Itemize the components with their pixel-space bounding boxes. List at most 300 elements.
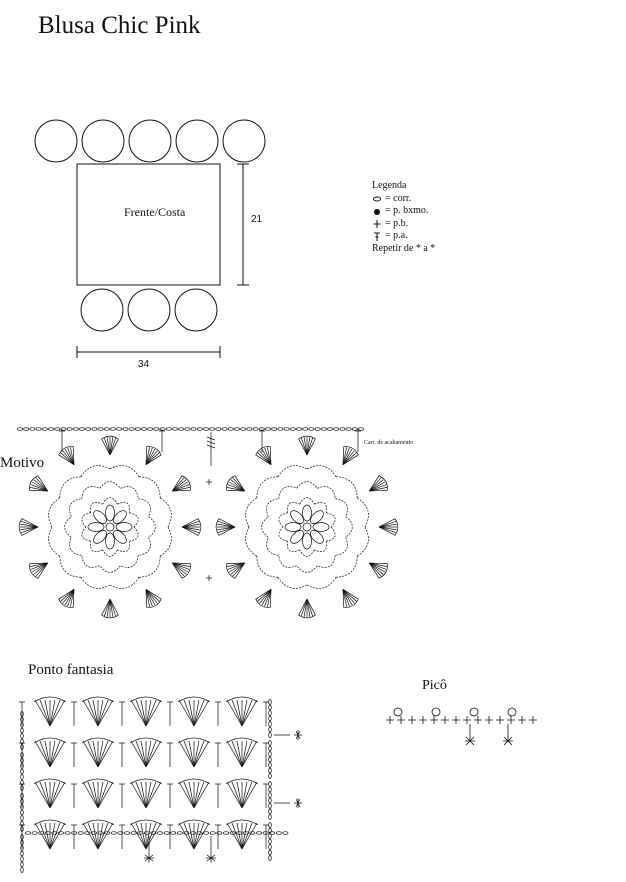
chain-stitch	[104, 428, 109, 431]
width-dimension-line	[77, 346, 220, 358]
chain-loop	[117, 541, 129, 552]
chain-stitch	[269, 763, 272, 768]
fan-dc	[242, 823, 252, 849]
chain-loop	[317, 555, 335, 567]
fan-dc	[50, 700, 60, 726]
dc-stitch	[71, 784, 77, 808]
petal	[303, 533, 312, 549]
chain-loop	[90, 502, 102, 513]
chain-stitch	[117, 428, 122, 431]
chain-loop	[246, 527, 257, 556]
repeat-marker	[503, 724, 513, 745]
chain-stitch	[98, 428, 103, 431]
motif-circle-bottom	[128, 289, 170, 331]
section-title-ponto-fantasia: Ponto fantasia	[28, 662, 114, 678]
sc-stitch	[474, 716, 482, 724]
chain-stitch	[253, 428, 258, 431]
chain-loop	[346, 517, 353, 538]
chain-stitch	[131, 832, 136, 835]
fan-dc	[172, 563, 182, 578]
sc-stitch	[419, 716, 427, 724]
fan-dc	[98, 823, 108, 849]
pico-chart	[386, 708, 537, 745]
chain-stitch	[55, 428, 60, 431]
fan-dc	[88, 741, 98, 767]
fan-dc	[256, 589, 271, 599]
chain-stitch	[222, 428, 227, 431]
motif-circle-top	[176, 120, 218, 162]
sc-stitch	[507, 716, 515, 724]
legend-item-text: = p. bxmo.	[385, 205, 429, 216]
chain-loop	[49, 527, 60, 556]
chain-loop	[279, 555, 297, 567]
chain-stitch	[315, 428, 320, 431]
fan-dc	[136, 782, 146, 808]
chain-stitch	[48, 428, 53, 431]
chain-stitch	[269, 733, 272, 738]
chain-loop	[314, 541, 326, 552]
chain-stitch	[21, 816, 24, 821]
chain-stitch	[327, 428, 332, 431]
chain-stitch	[278, 428, 283, 431]
motif-circle-top	[223, 120, 265, 162]
chain-loop	[100, 482, 121, 489]
chain-loop	[279, 487, 297, 499]
chain-stitch	[269, 782, 272, 787]
fan-dc	[136, 741, 146, 767]
chain-stitch	[123, 428, 128, 431]
fan-dc	[50, 741, 60, 767]
chain-loop	[82, 487, 100, 499]
chain-stitch	[67, 428, 72, 431]
dc-stitch	[167, 702, 173, 726]
chain-stitch	[269, 809, 272, 814]
sc-stitch	[441, 716, 449, 724]
petal	[88, 523, 104, 532]
section-title-pico: Picô	[422, 678, 447, 693]
chain-stitch	[269, 798, 272, 803]
fan-dc	[242, 700, 252, 726]
chain-stitch	[223, 832, 228, 835]
chain-stitch	[111, 832, 116, 835]
chain-stitch	[166, 428, 171, 431]
chain-loop	[139, 556, 160, 577]
chain-stitch	[197, 428, 202, 431]
fan-dc	[232, 823, 242, 849]
sc-stitch	[430, 716, 438, 724]
chain-loop	[65, 517, 72, 538]
chain-stitch	[157, 832, 162, 835]
dc-stitch	[215, 743, 221, 767]
fan-dc	[194, 700, 204, 726]
dc-stitch	[119, 784, 125, 808]
dc-t-icon	[372, 231, 382, 242]
chain-stitch	[250, 832, 255, 835]
chain-stitch	[241, 428, 246, 431]
chain-stitch	[217, 832, 222, 835]
fan-dc	[40, 823, 50, 849]
chain-stitch	[21, 728, 24, 733]
chain-loop	[100, 566, 121, 573]
fan-dc	[194, 782, 204, 808]
dc-stitch	[71, 825, 77, 849]
dc-stitch	[259, 429, 265, 452]
picot-loop	[508, 708, 516, 716]
petal	[106, 505, 115, 521]
chain-stitch	[203, 428, 208, 431]
fan-dc	[232, 782, 242, 808]
chain-loop	[262, 517, 269, 538]
center-ring	[106, 523, 114, 531]
sc-stitch	[397, 716, 405, 724]
chain-loop	[336, 477, 357, 498]
fan-dc	[38, 476, 48, 491]
chain-loop	[335, 499, 347, 517]
dc-stitch	[263, 825, 269, 849]
fan-dc	[40, 782, 50, 808]
fan-dc	[59, 455, 74, 465]
fan-dc	[232, 741, 242, 767]
chain-loop	[267, 537, 279, 555]
chain-stitch	[269, 716, 272, 721]
dc-stitch	[263, 743, 269, 767]
chain-stitch	[65, 832, 70, 835]
chain-stitch	[334, 428, 339, 431]
chain-stitch	[45, 832, 50, 835]
chain-stitch	[144, 832, 149, 835]
fan-dc	[369, 476, 379, 491]
chain-stitch	[216, 428, 221, 431]
front-back-panel	[77, 164, 220, 285]
chain-stitch	[243, 832, 248, 835]
legend-item-text: = p.b.	[385, 217, 409, 229]
dc-stitch	[119, 825, 125, 849]
chain-loop	[160, 498, 171, 527]
chain-stitch	[265, 428, 270, 431]
chain-loop	[60, 556, 81, 577]
chain-loop	[278, 466, 307, 477]
chain-stitch	[269, 845, 272, 850]
chain-stitch	[269, 850, 272, 855]
dimension-lines	[77, 164, 249, 358]
fan-dc	[146, 823, 156, 849]
fan-dc	[88, 700, 98, 726]
chain-loop	[138, 499, 150, 517]
chain-stitch	[185, 428, 190, 431]
fan-dc	[146, 700, 156, 726]
chain-stitch	[79, 428, 84, 431]
chain-loop	[267, 499, 279, 517]
chain-loop	[257, 477, 278, 498]
repeat-marker	[274, 798, 302, 808]
chain-stitch	[269, 793, 272, 798]
chain-oval-icon	[372, 193, 382, 204]
chain-stitch	[284, 428, 289, 431]
chain-stitch	[32, 832, 37, 835]
chain-stitch	[276, 832, 281, 835]
chain-stitch	[30, 428, 35, 431]
chain-stitch	[17, 428, 22, 431]
chain-stitch	[340, 428, 345, 431]
chain-stitch	[269, 774, 272, 779]
chain-loop	[300, 498, 315, 505]
chain-stitch	[358, 428, 363, 431]
repeat-marker	[274, 730, 302, 740]
chain-stitch	[21, 868, 24, 873]
chain-stitch	[160, 428, 165, 431]
chain-stitch	[21, 857, 24, 862]
chain-loop	[278, 577, 307, 588]
chain-loop	[287, 502, 299, 513]
chain-stitch	[21, 810, 24, 815]
chain-stitch	[234, 428, 239, 431]
motif-circle-bottom	[81, 289, 123, 331]
chain-stitch	[61, 428, 66, 431]
fan-dc	[242, 782, 252, 808]
join-sc	[206, 479, 212, 485]
chain-loop	[117, 502, 129, 513]
fan-dc	[50, 782, 60, 808]
fan-dc	[98, 700, 108, 726]
center-ring	[303, 523, 311, 531]
fan-dc	[146, 455, 161, 465]
crochet-motif	[216, 436, 398, 618]
chain-loop	[82, 555, 100, 567]
dc-stitch	[215, 784, 221, 808]
chain-stitch	[85, 832, 90, 835]
chain-loop	[81, 577, 110, 588]
chain-loop	[307, 577, 336, 588]
petal	[303, 505, 312, 521]
chain-loop	[287, 541, 299, 552]
chain-loop	[314, 502, 326, 513]
chain-stitch	[154, 428, 159, 431]
fan-dc	[40, 700, 50, 726]
join-sc	[206, 575, 212, 581]
chain-stitch	[110, 428, 115, 431]
chain-loop	[357, 498, 368, 527]
fan-dc	[172, 476, 182, 491]
dc-stitch	[167, 784, 173, 808]
chain-stitch	[177, 832, 182, 835]
chain-stitch	[172, 428, 177, 431]
chain-stitch	[228, 428, 233, 431]
chain-stitch	[296, 428, 301, 431]
chain-loop	[90, 541, 102, 552]
picot-loop	[394, 708, 402, 716]
chain-loop	[149, 517, 156, 538]
fan-dc	[242, 741, 252, 767]
chain-loop	[297, 566, 318, 573]
petal	[106, 533, 115, 549]
chain-stitch	[141, 428, 146, 431]
garment-schematic	[35, 120, 265, 331]
fan-dc	[343, 455, 358, 465]
chain-stitch	[303, 428, 308, 431]
section-title-motivo: Motivo	[0, 455, 45, 471]
chain-stitch	[272, 428, 277, 431]
legend-repeat-note: Repetir de * a *	[372, 242, 436, 254]
chain-loop	[110, 577, 139, 588]
page-title: Blusa Chic Pink	[38, 12, 201, 39]
plus-icon	[372, 218, 382, 229]
chain-stitch	[290, 428, 295, 431]
chain-stitch	[269, 711, 272, 716]
chain-loop	[103, 498, 118, 505]
chain-loop	[120, 487, 138, 499]
chain-stitch	[269, 815, 272, 820]
fan-dc	[59, 589, 74, 599]
chain-stitch	[269, 757, 272, 762]
chain-stitch	[269, 856, 272, 861]
fan-dc	[98, 741, 108, 767]
chain-stitch	[346, 428, 351, 431]
dc-stitch	[167, 825, 173, 849]
dc-stitch	[215, 702, 221, 726]
chain-loop	[49, 498, 60, 527]
fan-dc	[184, 782, 194, 808]
height-dimension-label: 21	[251, 214, 263, 225]
petal	[285, 523, 301, 532]
chain-stitch	[25, 832, 30, 835]
chain-stitch	[321, 428, 326, 431]
fan-dc	[232, 700, 242, 726]
chain-stitch	[42, 428, 47, 431]
motif-chart	[17, 428, 397, 618]
chain-stitch	[269, 839, 272, 844]
petal	[313, 523, 329, 532]
chain-loop	[110, 466, 139, 477]
legend-item-sc	[372, 218, 435, 231]
chain-stitch	[269, 741, 272, 746]
join-stitch	[207, 432, 215, 466]
dc-stitch	[71, 702, 77, 726]
fan-dc	[184, 823, 194, 849]
chain-loop	[300, 550, 315, 557]
chain-loop	[246, 498, 257, 527]
crochet-motif	[19, 436, 201, 618]
fan-dc	[50, 823, 60, 849]
fan-dc	[98, 782, 108, 808]
chain-stitch	[269, 727, 272, 732]
chain-stitch	[124, 832, 129, 835]
chain-stitch	[269, 700, 272, 705]
motif-circle-top	[82, 120, 124, 162]
chain-stitch	[269, 752, 272, 757]
chain-loop	[138, 537, 150, 555]
dc-stitch	[263, 784, 269, 808]
chain-loop	[317, 487, 335, 499]
chain-loop	[70, 499, 82, 517]
chain-stitch	[73, 428, 78, 431]
fan-dc	[146, 782, 156, 808]
chain-stitch	[269, 823, 272, 828]
chain-stitch	[179, 428, 184, 431]
chain-loop	[357, 527, 368, 556]
fan-dc	[184, 700, 194, 726]
chain-stitch	[269, 768, 272, 773]
dc-stitch	[355, 429, 361, 452]
height-dimension-line	[237, 164, 249, 285]
repeat-marker	[206, 836, 216, 863]
motif-circle-bottom	[175, 289, 217, 331]
sc-stitch	[463, 716, 471, 724]
repeat-marker	[465, 724, 475, 745]
chain-stitch	[86, 428, 91, 431]
dc-stitch	[159, 429, 165, 452]
chain-stitch	[191, 428, 196, 431]
chain-stitch	[171, 832, 176, 835]
chain-stitch	[269, 787, 272, 792]
fan-dc	[136, 823, 146, 849]
fan-dc	[235, 563, 245, 578]
fan-dc	[146, 589, 161, 599]
repeat-marker	[144, 836, 154, 863]
chain-stitch	[21, 769, 24, 774]
picot-loop	[432, 708, 440, 716]
chain-stitch	[135, 428, 140, 431]
fan-dc	[38, 563, 48, 578]
chain-loop	[70, 537, 82, 555]
chain-stitch	[210, 832, 215, 835]
fan-dc	[136, 700, 146, 726]
picot-loop	[470, 708, 478, 716]
chain-stitch	[24, 428, 29, 431]
chain-stitch	[21, 775, 24, 780]
sc-stitch	[408, 716, 416, 724]
legend-item-text: = p.a.	[385, 230, 408, 241]
chain-stitch	[269, 722, 272, 727]
sc-stitch	[452, 716, 460, 724]
chain-stitch	[78, 832, 83, 835]
fan-dc	[194, 741, 204, 767]
dc-stitch	[263, 702, 269, 726]
filled-dot-icon	[372, 206, 382, 217]
sc-stitch	[386, 716, 394, 724]
chain-stitch	[269, 746, 272, 751]
chain-stitch	[148, 428, 153, 431]
fan-dc	[88, 782, 98, 808]
chain-stitch	[269, 705, 272, 710]
dc-stitch	[215, 825, 221, 849]
fan-dc	[184, 741, 194, 767]
chain-loop	[60, 477, 81, 498]
motif-circle-top	[35, 120, 77, 162]
dc-stitch	[119, 702, 125, 726]
fan-dc	[369, 563, 379, 578]
chain-stitch	[247, 428, 252, 431]
legend-heading: Legenda	[372, 180, 407, 191]
chain-stitch	[92, 428, 97, 431]
chain-stitch	[269, 804, 272, 809]
motif-circle-top	[129, 120, 171, 162]
chain-loop	[81, 466, 110, 477]
legend-item-slip	[372, 205, 435, 218]
fan-dc	[235, 476, 245, 491]
chain-loop	[139, 477, 160, 498]
chain-loop	[257, 556, 278, 577]
chain-stitch	[164, 832, 169, 835]
legend-item-chain	[372, 193, 435, 206]
chain-stitch	[352, 428, 357, 431]
chain-loop	[103, 550, 118, 557]
chain-loop	[336, 556, 357, 577]
chain-stitch	[129, 428, 134, 431]
fan-dc	[343, 589, 358, 599]
chain-loop	[160, 527, 171, 556]
legend	[372, 180, 435, 255]
fan-dc	[88, 823, 98, 849]
